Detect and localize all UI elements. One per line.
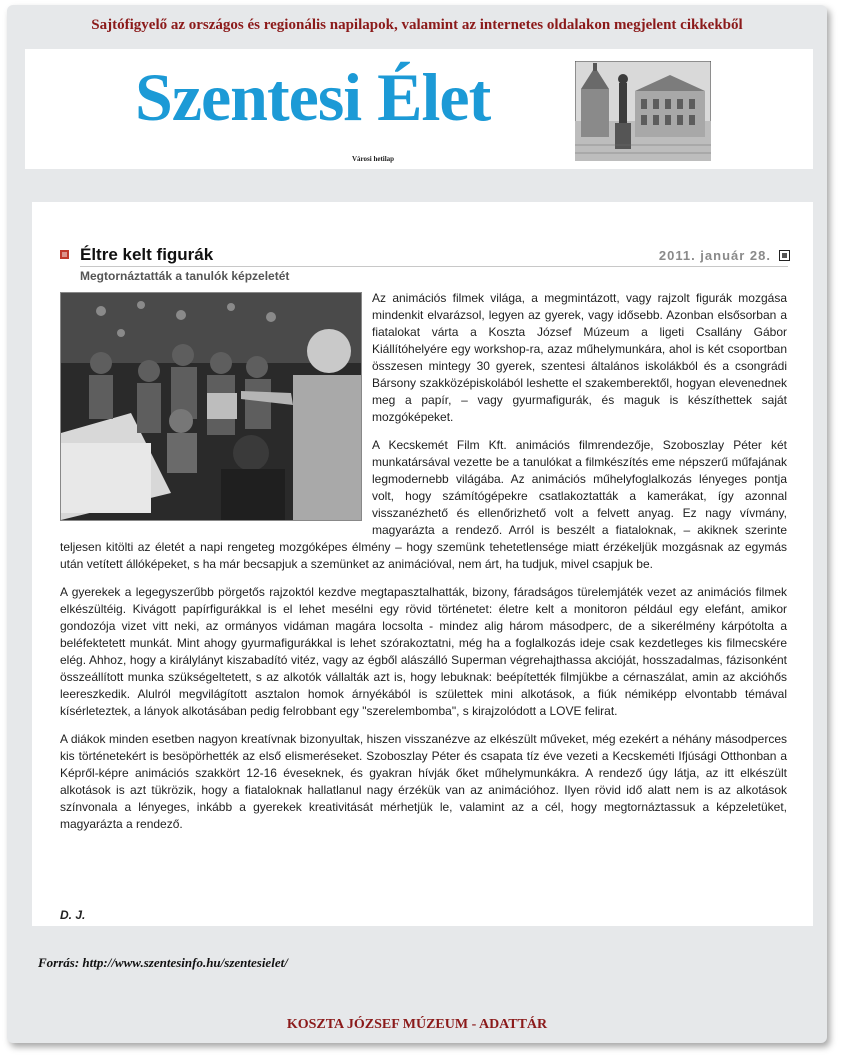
article-panel [32,202,813,926]
bullet-icon [60,250,69,259]
newspaper-masthead [25,49,813,169]
article-paragraph: A diákok minden esetben nagyon kreatívnak bizonyultak, hiszen visszanézve az elkészült műveket, még ezekért a néhány másodperces kis történetekért is besöpörhették az első elismeréseket. Szoboszlay Péter és csapata tíz éve vezeti a Kecskeméti Ifjúsági Otthonban a Képről-képre animációs szakkört 12-16 éveseknek, és gyakran hívják őket műhelymunkákra. A rendező úgy látja, az itt elkészült alkotások is azt tükrözik, hogy a fiataloknak hallatlanul nagy érzékük van az animációhoz. Ilyen rövid idő alatt nem is az alkotások színvonala a lényeges, inkább a gyerekek kreativitását mérhetjük le, valamint az a cél, hogy megtornáztassuk a képzeletüket, magyarázta a rendező. [60,732,787,831]
page-frame [7,5,827,1043]
article-subtitle: Megtornáztatták a tanulók képzeletét [80,269,290,283]
town-square-photo-icon [575,61,711,161]
newspaper-subtitle: Városi hetilap [352,155,395,163]
title-divider [80,266,788,267]
article-title: Éltre kelt figurák [80,245,214,264]
article-date: 2011. január 28. [658,248,771,263]
print-icon[interactable] [779,250,790,261]
newspaper-logo: Szentesi Élet [135,59,491,135]
press-review-banner: Sajtófigyelő az országos és regionális napilapok, valamint az internetes oldalakon megjelent cikkekből [91,17,743,33]
source-link[interactable]: Forrás: http://www.szentesinfo.hu/szentesielet/ [38,955,288,970]
museum-footer: KOSZTA JÓZSEF MÚZEUM - ADATTÁR [286,1017,548,1032]
workshop-photo-icon [60,292,362,521]
article-body [60,290,787,844]
article-paragraph: Az animációs filmek világa, a megmintázott, vagy rajzolt figurák mozgása mindenkit elvarázsol, legyen az gyerek, vagy idősebb. Azonban elsősorban a fiatalokat várta a Koszta József Múzeum a ligeti Csallány Gábor Kiállítóhelyére egy workshop-ra, azaz műhelymunkára, ahol is két csoportban összesen mintegy 30 gyerek, szentesi általános iskolákból és a csongrádi Bársony szakközépiskolából leshette el szakemberektől, hogyan elevenednek meg a papír, – vagy gyurmafigurák, és maguk is készíthettek saját mozgóképeket. [372,291,787,424]
article-paragraph: A gyerekek a legegyszerűbb pörgetős rajzoktól kezdve megtapasztalhatták, bizony, fáradságos türelemjáték vezet az animációs filmek elkészültéig. Kivágott papírfigurákkal is el lehet mesélni egy rövid történetet: életre kelt a monitoron például egy elefánt, amikor gondozója vizet vitt neki, az ormányos vidáman magára locsolta - mindez alig három másodperc, de a sikerélmény kárpótolta a beléfektetett munkát. Mint ahogy gyurmafigurákkal is lehet szórakoztatni, még ha a foglalkozás ideje csak kezdetleges kis filmecskére elég. Ahhoz, hogy a királylányt kiszabadító vitéz, vagy az égből alászálló Superman végrehajthassa akcióját, hosszadalmas, fázisonként összeállított munka szükségeltetett, s az alkotók vállalták azt is, hogy lebuknak: beépítették filmjükbe a cérnaszálat, amin az akcióhős leereszkedik. Alulról megvilágított asztalon homok árnyékából is születtek mini alkotások, a fiúk némiképp elvontabb témával kísérleteztek, a lányok alkotásában pedig felrobbant egy "szerelembomba", s kirajzolódott a LOVE felirat. [60,585,787,718]
article-author: D. J. [60,908,86,922]
article-paragraph: A Kecskemét Film Kft. animációs filmrendezője, Szoboszlay Péter két munkatársával vezette be a tanulókat a filmkészítés eme népszerű műfajának legmodernebb világába. Az animációs műhelyfoglalkozás lényeges pontja volt, hogy számítógépekre csatlakoztatták a kamerákat, így azonnal visszanézhető és ellenőrizhető volt a felvett anyag. Ez nagy vívmány, magyarázta a rendező. Arról is beszélt a fiataloknak, – akiknek szerinte teljesen kitölti az életét a napi rengeteg mozgóképes élmény – hogy szemünk tehetetlensége miatt érzékeljük mozgásnak az egymás után vetített állóképeket, s ha már becsapjuk a szemünket az animációval, nem árt, ha tudjuk, mivel csapjuk be. [60,438,787,571]
